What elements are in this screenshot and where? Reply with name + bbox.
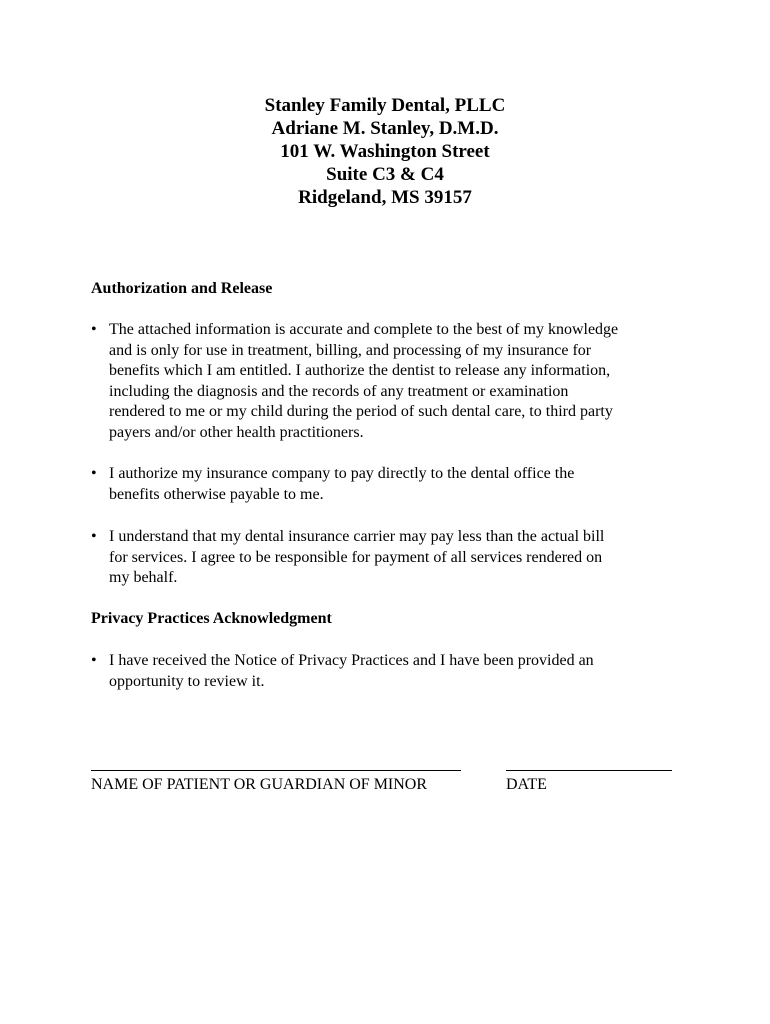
bullet-icon: • (91, 528, 97, 545)
city-state-zip: Ridgeland, MS 39157 (298, 187, 472, 208)
bullet-text-line: benefits which I am entitled. I authorize the dentist to release any information, (109, 362, 611, 380)
privacy-item-notice (91, 651, 681, 692)
suite: Suite C3 & C4 (326, 164, 444, 185)
bullet-text-line: and is only for use in treatment, billing, and processing of my insurance for (109, 341, 592, 359)
bullet-text-line: The attached information is accurate and complete to the best of my knowledge (109, 321, 619, 338)
date-signature-label: DATE (506, 776, 547, 793)
authorization-item-direct-payment (91, 464, 681, 505)
bullet-text-line: rendered to me or my child during the period of such dental care, to third party (109, 403, 613, 421)
bullet-icon: • (91, 321, 97, 338)
bullet-text-line: payers and/or other health practitioners. (109, 423, 364, 441)
authorization-item-accuracy (91, 320, 681, 444)
bullet-text-line: my behalf. (109, 569, 178, 587)
bullet-text-line: I authorize my insurance company to pay directly to the dental office the (109, 465, 575, 482)
authorization-heading: Authorization and Release (91, 280, 273, 297)
bullet-icon: • (91, 465, 97, 482)
privacy-heading: Privacy Practices Acknowledgment (91, 610, 332, 627)
practice-name: Stanley Family Dental, PLLC (264, 95, 506, 116)
street-address: 101 W. Washington Street (280, 141, 490, 162)
name-signature-label: NAME OF PATIENT OR GUARDIAN OF MINOR (91, 776, 428, 793)
bullet-text-line: including the diagnosis and the records of any treatment or examination (109, 382, 569, 400)
name-signature-line (91, 770, 461, 771)
bullet-icon: • (91, 652, 97, 669)
bullet-text-line: for services. I agree to be responsible for payment of all services rendered on (109, 548, 603, 566)
letterhead (0, 94, 770, 209)
authorization-item-responsibility (91, 527, 681, 589)
date-signature-line (506, 770, 672, 771)
bullet-text-line: I have received the Notice of Privacy Practices and I have been provided an (109, 652, 594, 669)
bullet-text-line: opportunity to review it. (109, 672, 265, 690)
bullet-text-line: benefits otherwise payable to me. (109, 485, 324, 503)
bullet-text-line: I understand that my dental insurance carrier may pay less than the actual bill (109, 528, 605, 545)
dentist-name: Adriane M. Stanley, D.M.D. (271, 118, 499, 139)
